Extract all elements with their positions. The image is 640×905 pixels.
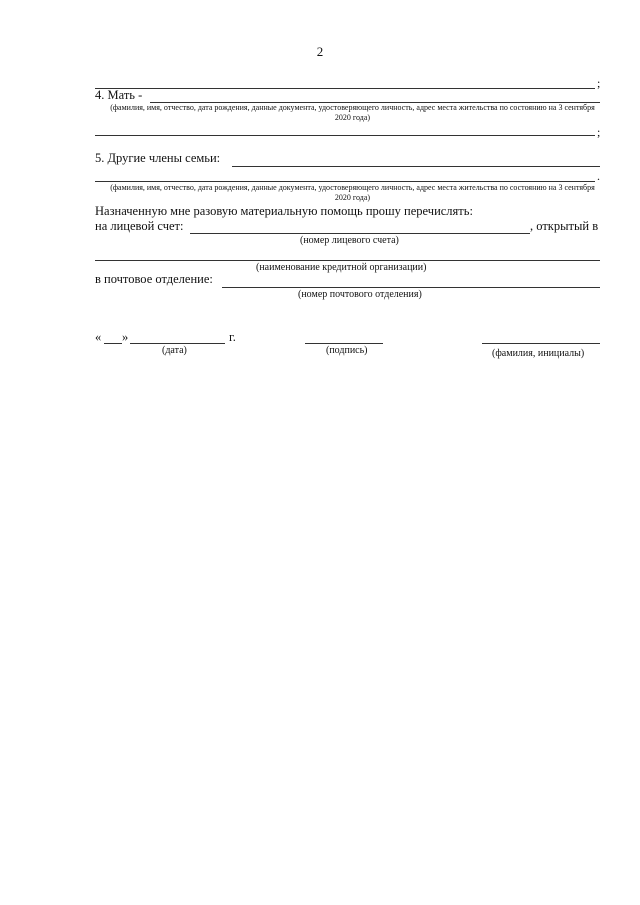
family-input-line[interactable] [232, 166, 600, 167]
family-hint: (фамилия, имя, отчество, дата рождения, данные документа, удостоверяющего личность, адрес места жительства по состоянию на 3 сентября 2020 года) [110, 183, 595, 202]
mother-label: 4. Мать - [95, 88, 143, 102]
mother-input-line-2[interactable] [95, 135, 595, 136]
family-input-line-2[interactable] [95, 181, 595, 182]
signature-input-line[interactable] [305, 343, 383, 344]
post-office-input-line[interactable] [222, 287, 600, 288]
year-suffix: г. [229, 330, 236, 344]
line-end-mark: ; [597, 76, 601, 90]
name-hint: (фамилия, инициалы) [492, 348, 585, 359]
payment-intro: Назначенную мне разовую материальную помощь прошу перечислять: [95, 204, 473, 218]
date-hint: (дата) [162, 345, 187, 356]
date-close-quote: » [122, 330, 129, 344]
account-input-line[interactable] [190, 233, 530, 234]
name-input-line[interactable] [482, 343, 600, 344]
page-number: 2 [316, 44, 324, 59]
family-end-mark: . [597, 169, 600, 183]
continuation-line [95, 88, 595, 89]
post-office-hint: (номер почтового отделения) [298, 289, 422, 300]
bank-hint: (наименование кредитной организации) [256, 262, 427, 273]
mother-hint: (фамилия, имя, отчество, дата рождения, данные документа, удостоверяющего личность, адрес места жительства по состоянию на 3 сентября 2020 года) [110, 103, 595, 122]
post-office-label: в почтовое отделение: [95, 272, 213, 286]
date-open-quote: « [95, 330, 102, 344]
family-label: 5. Другие члены семьи: [95, 151, 221, 165]
day-input-line[interactable] [104, 343, 122, 344]
opened-in-label: , открытый в [530, 219, 599, 233]
bank-input-line[interactable] [95, 260, 600, 261]
account-label: на лицевой счет: [95, 219, 184, 233]
mother-end-mark: ; [597, 125, 601, 139]
account-hint: (номер лицевого счета) [300, 235, 399, 246]
month-year-input-line[interactable] [130, 343, 225, 344]
signature-hint: (подпись) [326, 345, 368, 356]
